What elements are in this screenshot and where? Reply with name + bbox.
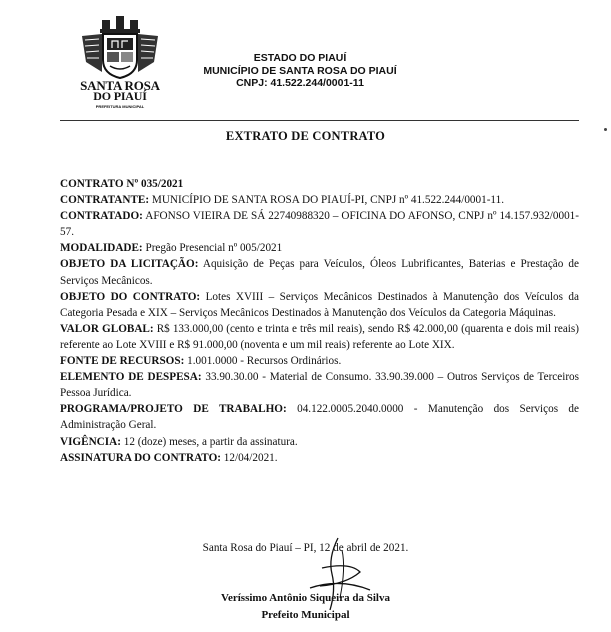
place-and-date: Santa Rosa do Piauí – PI, 12 de abril de 2021. bbox=[202, 542, 409, 554]
field-label: MODALIDADE: bbox=[60, 242, 143, 255]
field-value: 33.90.30.00 - Material de Consumo. 33.90.39.000 – Outros Serviços de Terceiros Pessoa Jurídica. bbox=[60, 371, 580, 400]
signatory-name: Veríssimo Antônio Siqueira da Silva bbox=[221, 592, 390, 604]
field-label: VIGÊNCIA: bbox=[60, 435, 121, 448]
field-label: ELEMENTO DE DESPESA: bbox=[60, 371, 202, 384]
coat-of-arms-icon bbox=[72, 12, 168, 82]
contract-fields bbox=[60, 176, 579, 466]
municipal-coat-of-arms-logo bbox=[72, 12, 168, 132]
field-value: R$ 133.000,00 (cento e trinta e três mil reais), sendo R$ 42.000,00 (quarenta e dois mil reais) referente ao Lote XVIII e R$ 91.000,00 (noventa e um mil reais) referente ao Lote XIX. bbox=[60, 322, 579, 351]
field-value: MUNICÍPIO DE SANTA ROSA DO PIAUÍ-PI, CNPJ nº 41.522.244/0001-11. bbox=[149, 194, 504, 207]
field-value: AFONSO VIEIRA DE SÁ 22740988320 – OFICINA DO AFONSO, CNPJ nº 14.157.932/0001-57. bbox=[60, 210, 579, 239]
field-label: FONTE DE RECURSOS: bbox=[60, 355, 185, 368]
document-header bbox=[170, 52, 430, 90]
field-label: CONTRATO Nº 035/2021 bbox=[60, 178, 184, 190]
field-value: 12 (doze) meses, a partir da assinatura. bbox=[120, 435, 298, 448]
field-value: Aquisição de Peças para Veículos, Óleos Lubrificantes, Baterias e Prestação de Serviços Mecânicos. bbox=[60, 258, 579, 287]
field-label: CONTRATADO: bbox=[60, 210, 143, 223]
header-state: ESTADO DO PIAUÍ bbox=[253, 52, 347, 64]
field-value: Pregão Presencial nº 005/2021 bbox=[142, 242, 283, 255]
contract-field bbox=[60, 176, 579, 192]
signatory-role: Prefeito Municipal bbox=[261, 609, 350, 621]
contract-field bbox=[60, 208, 579, 240]
contract-field bbox=[60, 192, 579, 208]
logo-name-line1: SANTA ROSA bbox=[80, 78, 160, 93]
field-value: 04.122.0005.2040.0000 - Manutenção dos Serviços de Administração Geral. bbox=[60, 403, 579, 432]
header-municipality: MUNICÍPIO DE SANTA ROSA DO PIAUÍ bbox=[203, 64, 397, 77]
logo-name-line2: DO PIAUÍ bbox=[93, 89, 147, 103]
field-label: OBJETO DA LICITAÇÃO: bbox=[60, 258, 199, 271]
contract-field bbox=[60, 289, 579, 321]
contract-field bbox=[60, 401, 579, 433]
contract-field bbox=[60, 353, 579, 369]
field-value: Lotes XVIII – Serviços Mecânicos Destinados à Manutenção dos Veículos da Categoria Pesada e XIX – Serviços Mecânicos Destinados à Manutenção dos Veículos da Categoria Máquinas. bbox=[60, 290, 579, 319]
logo-subtitle: PREFEITURA MUNICIPAL bbox=[95, 104, 145, 109]
field-label: PROGRAMA/PROJETO DE TRABALHO: bbox=[60, 403, 287, 416]
handwritten-signature bbox=[250, 528, 390, 618]
header-cnpj: CNPJ: 41.522.244/0001-11 bbox=[236, 77, 364, 89]
field-label: CONTRATANTE: bbox=[60, 194, 150, 207]
header-divider bbox=[60, 120, 579, 121]
field-value: 12/04/2021. bbox=[221, 451, 278, 464]
field-label: ASSINATURA DO CONTRATO: bbox=[60, 451, 221, 464]
logo-name bbox=[70, 80, 170, 102]
contract-field bbox=[60, 450, 579, 466]
field-label: VALOR GLOBAL: bbox=[60, 322, 154, 335]
contract-field bbox=[60, 369, 579, 401]
field-label: OBJETO DO CONTRATO: bbox=[60, 290, 201, 303]
contract-field bbox=[60, 434, 579, 450]
field-value: 1.001.0000 - Recursos Ordinários. bbox=[184, 355, 342, 368]
contract-field bbox=[60, 256, 579, 288]
contract-field bbox=[60, 240, 579, 256]
document-title: EXTRATO DE CONTRATO bbox=[225, 129, 386, 143]
contract-field bbox=[60, 321, 579, 353]
